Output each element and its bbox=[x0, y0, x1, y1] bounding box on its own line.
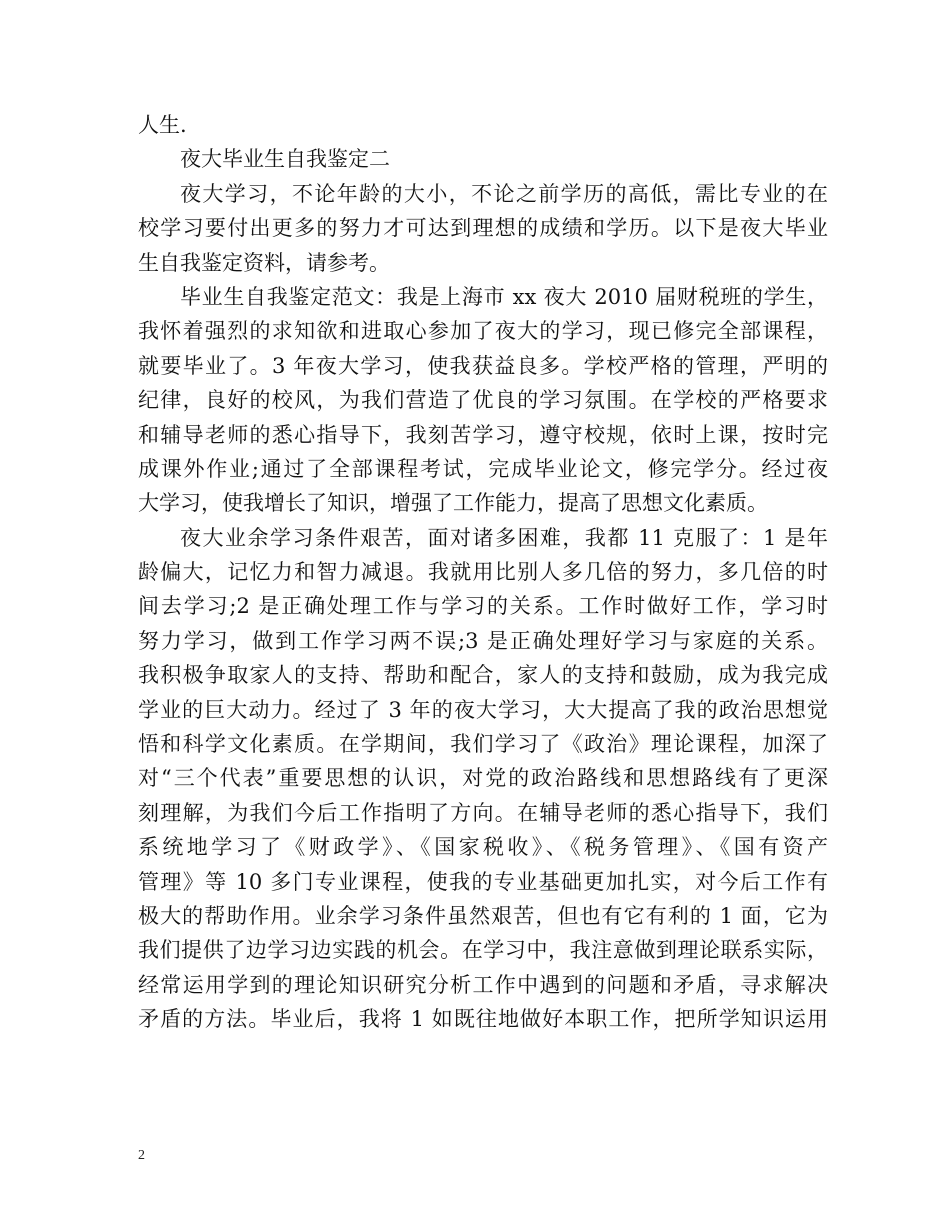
text-line: 努力学习，做到工作学习两不误;3 是正确处理好学习与家庭的关系。 bbox=[138, 628, 828, 653]
text-line: 系统地学习了《财政学》、《国家税收》、《税务管理》、《国有资产 bbox=[138, 835, 828, 860]
text-line: 对“三个代表”重要思想的认识，对党的政治路线和思想路线有了更深 bbox=[138, 766, 828, 791]
page-number: 2 bbox=[138, 1148, 145, 1163]
text-line: 我怀着强烈的求知欲和进取心参加了夜大的学习，现已修完全部课程， bbox=[138, 319, 828, 344]
text-line: 刻理解，为我们今后工作指明了方向。在辅导老师的悉心指导下，我们 bbox=[138, 800, 828, 825]
text-line: 学业的巨大动力。经过了 3 年的夜大学习，大大提高了我的政治思想觉 bbox=[138, 697, 828, 722]
text-line: 和辅导老师的悉心指导下，我刻苦学习，遵守校规，依时上课，按时完 bbox=[138, 422, 828, 447]
text-line: 夜大学习，不论年龄的大小，不论之前学历的高低，需比专业的在 bbox=[180, 181, 828, 206]
text-line: 经常运用学到的理论知识研究分析工作中遇到的问题和矛盾，寻求解决 bbox=[138, 972, 828, 997]
text-line: 纪律，良好的校风，为我们营造了优良的学习氛围。在学校的严格要求 bbox=[138, 388, 828, 413]
text-line: 生自我鉴定资料，请参考。 bbox=[138, 250, 390, 275]
text-line: 人生. bbox=[138, 113, 187, 137]
text-line: 大学习，使我增长了知识，增强了工作能力，提高了思想文化素质。 bbox=[138, 491, 768, 516]
text-line: 就要毕业了。3 年夜大学习，使我获益良多。学校严格的管理，严明的 bbox=[138, 353, 828, 378]
text-line: 毕业生自我鉴定范文：我是上海市 xx 夜大 2010 届财税班的学生， bbox=[180, 284, 828, 309]
text-line: 夜大毕业生自我鉴定二 bbox=[180, 147, 390, 172]
text-line: 成课外作业;通过了全部课程考试，完成毕业论文，修完学分。经过夜 bbox=[138, 456, 828, 481]
text-line: 矛盾的方法。毕业后，我将 1 如既往地做好本职工作，把所学知识运用 bbox=[138, 1007, 828, 1032]
text-line: 悟和科学文化素质。在学期间，我们学习了《政治》理论课程，加深了 bbox=[138, 732, 828, 757]
text-line: 校学习要付出更多的努力才可达到理想的成绩和学历。以下是夜大毕业 bbox=[138, 216, 828, 241]
text-line: 管理》等 10 多门专业课程，使我的专业基础更加扎实，对今后工作有 bbox=[138, 869, 828, 894]
text-line: 间去学习;2 是正确处理工作与学习的关系。工作时做好工作，学习时 bbox=[138, 594, 828, 619]
document-body bbox=[138, 108, 828, 1037]
text-line: 极大的帮助作用。业余学习条件虽然艰苦，但也有它有利的 1 面，它为 bbox=[138, 903, 828, 928]
text-line: 我积极争取家人的支持、帮助和配合，家人的支持和鼓励，成为我完成 bbox=[138, 663, 828, 688]
text-line: 夜大业余学习条件艰苦，面对诸多困难，我都 11 克服了：1 是年 bbox=[180, 525, 828, 550]
text-line: 龄偏大，记忆力和智力减退。我就用比别人多几倍的努力，多几倍的时 bbox=[138, 560, 828, 585]
text-line: 我们提供了边学习边实践的机会。在学习中，我注意做到理论联系实际， bbox=[138, 938, 828, 963]
